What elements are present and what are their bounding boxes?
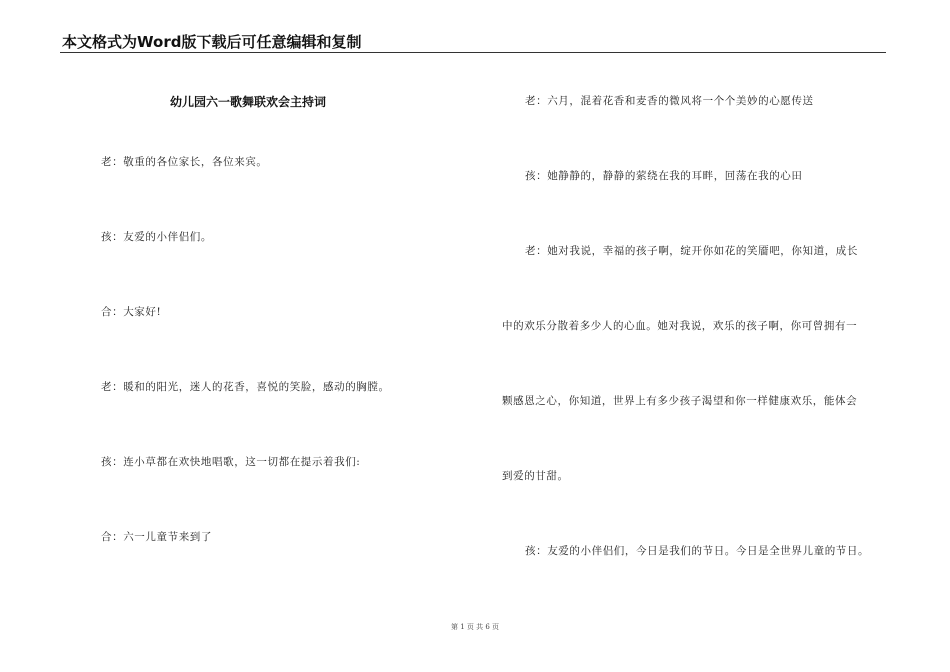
left-paragraph-2: 孩：友爱的小伴侣们。	[101, 231, 212, 243]
left-paragraph-3: 合：大家好!	[101, 306, 162, 318]
right-paragraph-3-line-1: 老：她对我说，幸福的孩子啊，绽开你如花的笑靥吧，你知道，成长	[525, 245, 858, 257]
page-number: 第 1 页 共 6 页	[450, 623, 500, 631]
left-paragraph-5: 孩：连小草都在欢快地唱歌，这一切都在提示着我们:	[101, 456, 361, 468]
right-paragraph-2: 孩：她静静的，静静的萦绕在我的耳畔，回荡在我的心田	[525, 170, 803, 182]
left-paragraph-1: 老：敬重的各位家长，各位来宾。	[101, 156, 268, 168]
right-paragraph-4: 孩：友爱的小伴侣们，今日是我们的节日。今日是全世界儿童的节日。	[525, 545, 870, 557]
left-paragraph-6: 合：六一儿童节来到了	[101, 531, 212, 543]
right-paragraph-1: 老：六月，混着花香和麦香的微风将一个个美妙的心愿传送	[525, 95, 814, 107]
left-paragraph-4: 老：暖和的阳光，迷人的花香，喜悦的笑脸，感动的胸膛。	[101, 381, 390, 393]
header-banner: 本文格式为Word版下载后可任意编辑和复制	[62, 33, 362, 51]
right-paragraph-3-line-2: 中的欢乐分散着多少人的心血。她对我说，欢乐的孩子啊，你可曾拥有一	[502, 320, 858, 332]
header-divider	[60, 52, 886, 53]
right-paragraph-3-line-3: 颗感恩之心，你知道，世界上有多少孩子渴望和你一样健康欢乐，能体会	[502, 395, 858, 407]
right-paragraph-3-line-4: 到爱的甘甜。	[502, 470, 569, 482]
document-title: 幼儿园六一歌舞联欢会主持词	[170, 95, 327, 109]
